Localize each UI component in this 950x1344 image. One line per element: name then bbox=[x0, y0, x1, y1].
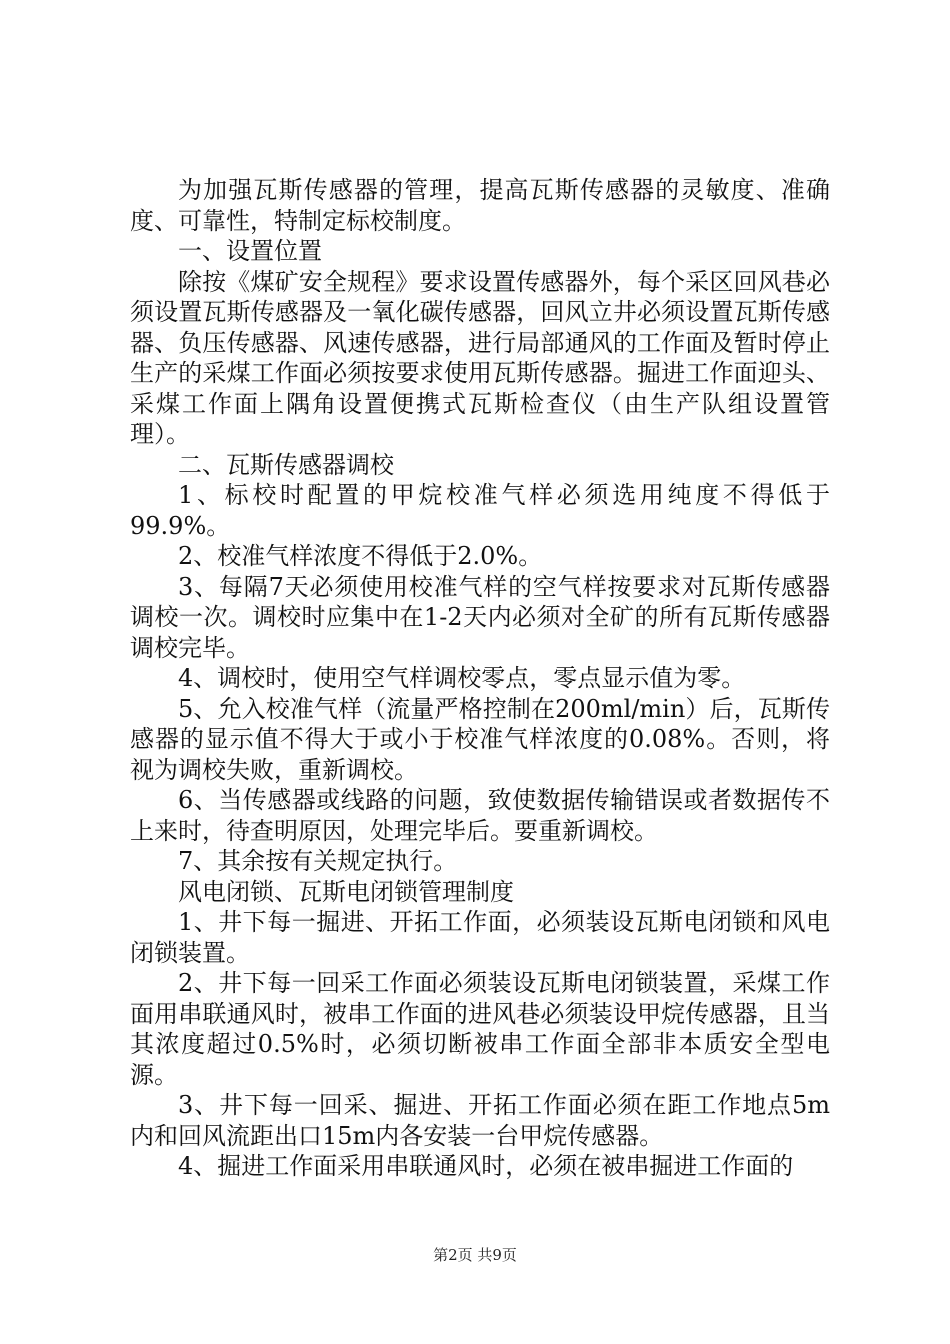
list-item: 7、其余按有关规定执行。 bbox=[178, 847, 458, 875]
list-item: 1、井下每一掘进、开拓工作面，必须装设瓦斯电闭锁和风电闭锁装置。 bbox=[130, 908, 830, 967]
list-item: 2、校准气样浓度不得低于2.0%。 bbox=[178, 542, 543, 570]
paragraph: 为加强瓦斯传感器的管理，提高瓦斯传感器的灵敏度、准确度、可靠性，特制定标校制度。 bbox=[130, 176, 830, 235]
list-item: 1、标校时配置的甲烷校准气样必须选用纯度不得低于99.9%。 bbox=[130, 481, 830, 540]
list-item: 4、调校时，使用空气样调校零点，零点显示值为零。 bbox=[178, 664, 746, 692]
list-item: 6、当传感器或线路的问题，致使数据传输错误或者数据传不上来时，待查明原因，处理完毕后。要重新调校。 bbox=[130, 786, 830, 845]
list-item: 4、掘进工作面采用串联通风时，必须在被串掘进工作面的 bbox=[178, 1152, 794, 1180]
list-item: 2、井下每一回采工作面必须装设瓦斯电闭锁装置，采煤工作面用串联通风时，被串工作面的进风巷必须装设甲烷传感器，且当其浓度超过0.5%时，必须切断被串工作面全部非本质安全型电源。 bbox=[130, 969, 830, 1089]
section-heading: 一、设置位置 bbox=[178, 237, 322, 265]
document-body bbox=[130, 175, 830, 1182]
section-heading: 二、瓦斯传感器调校 bbox=[178, 450, 394, 479]
page-footer: 第2页 共9页 bbox=[433, 1246, 517, 1264]
list-item: 3、每隔7天必须使用校准气样的空气样按要求对瓦斯传感器调校一次。调校时应集中在1-2天内必须对全矿的所有瓦斯传感器调校完毕。 bbox=[130, 572, 830, 662]
list-item: 3、井下每一回采、掘进、开拓工作面必须在距工作地点5m内和回风流距出口15m内各安装一台甲烷传感器。 bbox=[130, 1091, 830, 1150]
paragraph: 除按《煤矿安全规程》要求设置传感器外，每个采区回风巷必须设置瓦斯传感器及一氧化碳传感器，回风立井必须设置瓦斯传感器、负压传感器、风速传感器，进行局部通风的工作面及暂时停止生产的采煤工作面必须按要求使用瓦斯传感器。掘进工作面迎头、采煤工作面上隅角设置便携式瓦斯检查仪（由生产队组设置管理）。 bbox=[130, 267, 830, 448]
list-item: 5、允入校准气样（流量严格控制在200ml/min）后，瓦斯传感器的显示值不得大于或小于校准气样浓度的0.08%。否则，将视为调校失败，重新调校。 bbox=[130, 694, 830, 784]
section-heading: 风电闭锁、瓦斯电闭锁管理制度 bbox=[178, 877, 514, 906]
